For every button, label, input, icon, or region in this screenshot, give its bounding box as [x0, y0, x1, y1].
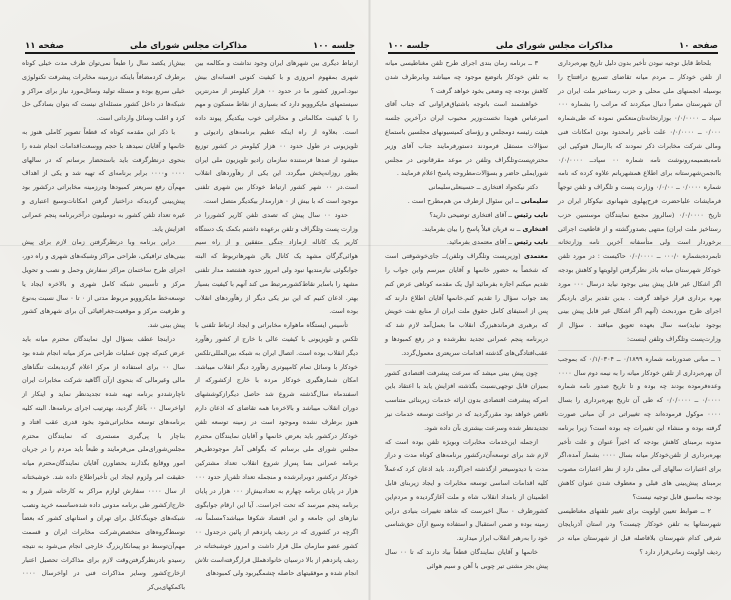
speaker-text: ــ آقای معتمدی بفرمائید.: [446, 238, 513, 247]
page-header: [388, 37, 718, 51]
speaker-name: سلیمانی: [520, 196, 548, 205]
running-title: مذاکرات مجلس شورای ملی: [495, 41, 614, 51]
paragraph: با ذکر این مقدمه کوتاه که قطعاً تصویر کاملی هنوز به خانمها و آقایان نمیدهد با حجم ووسعت‌اقدامات انجام شده را بنحوی درنظرگرفت باید باستحضار برسانم که در سالهای ۰۰۰۰ و۰۰۰۰ برابر برنامه‌ای که تهیه شد و یکی از اهداف مهم‌آن رفع سریعتر کمبودها ودرزمینه مخابراتی درکشور بود پیش‌بینی گردیدکه دراختیار گرفتن امکانات‌وسیع اعتباری و غیره تعداد تلفن کشور به دومیلیون درآخربرنامه پنجم عمرانی افزایش یابد.: [22, 127, 185, 233]
column-left: [385, 57, 548, 573]
column-left: [22, 57, 185, 595]
speaker-name: معتمدی: [523, 252, 548, 261]
paragraph: خواهشمند است باتوجه باشتیاق‌فراوانی که جناب آقای امیرعباس هویدا نخست‌وزیر محبوب ایران درآخرین جلسه هیئت رئیسه دومجلس و رؤسای کمیسیونهای مجلسین باستماع سؤالات مستقل فرمودند دستورفرمایند جناب آقای وزیر محترم‌پست‌وتلگراف وتلفن در موعد مقرقانونی در مجلس شورایملی حاضر و بسؤالات‌مطروحه پاسخ اعلام فرمایند .: [385, 100, 548, 178]
speaker-line: [385, 209, 548, 223]
speaker-line: [385, 236, 548, 250]
speaker-text: ــ این سئوال ازطرف من هم‌مطرح است .: [407, 196, 519, 205]
page-number-label: صفحه ۱۱: [25, 41, 64, 51]
paragraph: دراینجا عطف بسؤال اول نمایندگان محترم میانه باید عرض کنم‌که چون عملیات طراحی مرکز میانه انجام شده بود سال ۰۰ برای استفاده از مرکز اعلام گردید‌بعلت تنگناهای مالی وغیرمالی که بنحوی ازآن آگاهید شرکت مخابرات ایران ناچارشد‌دو برنامه تهیه شده تجدیدنظر نماید و اینکار از اواخرسال ۰۰ بآغاز گردید، بهترتیب اجرای برنامه‌ها. البته کلیه برنامه‌های توسعه مخابراتی‌شود بخود قدری عقب افتاد و بناچار با پی‌گیری مستمری که نمایندگان محترم مجلس‌شورای‌ملی می‌فرمایند و طبعاً باید مردم را در جریان امور ووقایع بگذارند بحضاورن آقایان نمایندگان‌محترم میانه حقیقت امر ولزوم ایجاد این تأخیراطلاع داده شد. خوشبختانه از سال ۰۰۰۰ سفارش لوازم مراکز به کارخانه شیراز و به خارج‌ازکشور طی برنامه مدونی داده شده‌ساسمه خرید ونصب شبکه‌های جوینگ‌کابل برای تهران و استانهای کشور که بعضاً توسط‌گروه‌های متخصص‌شرکت مخابرات ایران و قسمت مهم‌آن‌توسط دو پیمانکاربزرگ خارجی انجام می‌شود به نتیجه رسیدو بادرنظرگرفتن‌وقت لازم برای مذاکرات تحصیل اعتبار ازخارج‌کشور وسایر مذاکرات فنی در اواخرسال ۰۰۰۰ باکمکهای‌بی‌کر: [22, 334, 186, 592]
running-title: مذاکرات مجلس شورای ملی: [129, 41, 248, 51]
speaker-line: [385, 195, 548, 209]
speaker-line: [385, 250, 548, 360]
paragraph: ارتباط دیگری بین شهرهای ایران وجود نداشت و مکالمه بین شهری بمفهوم امروزی و با کیفیت کنونی افسانه‌ای بیش نبود.امروز کشور ما در حدود ۰۰ هزار کیلومتر از مدرنترین سیستمهای مایکروویو دارد که بسیاری از نقاط مسکون و مهم را با کیفیت مکالماتی و مخابراتی خوب بیکدیگر پیوند داده است. بعلاوه از راه اینکه عظیم برنامه‌های رادیوئی و تلویزیونی در طول حدود ۰۰ هزار کیلومتر در کشور توزیع میشود از صدها فرستنده سازمان رادیو تلویزیون ملی ایران بطور روزانه‌پخش میگردد. این یکی از رهآوردهای انقلاب است.در ۰۰ شهر کشور ارتباط خودکار بین شهری تلفنی موجود است که با بیش از ۰ هزارمدار بیکدیگر متصل است.: [195, 59, 359, 205]
paragraph: ۳ ــ برنامه زمان بندی اجرای طرح تلفن مغناطیسی میانه به تلفن خودکار باتوضع موجود چه میباشد وبابرطرف شدن کاهش بودجه چه وضعی بخود خواهد گرفت ؟: [385, 59, 548, 95]
paragraph: خانمها و آقایان نمایندگان قطعاً بیاد دارند که تا ۰۰ سال پیش بجز مشتی تیر چوبی با آهن و سیم هوائی: [385, 547, 548, 570]
speaker-name: نایب رئیس: [514, 210, 548, 219]
column-right: [195, 57, 358, 595]
paragraph: ازجمله این‌خدمات مخابرات وبویژه تلفن بوده است که لازم شد برای توسعه‌آن‌درکشور برنامه‌های کوتاه مدت و دراز مدت با دیدوسیعتر ازگذشته اجراگردد. باید اذعان کرد که‌عملاً کلیه اقدامات اساسی توسعه مخابرات و ایجاد زیربنای قابل اطمینان از بامداد انقلاب شاه و ملت آغازگردیده و مردم‌این کشورظرف ۰ سال اخیرست که شاهد تغییرات بنیادی دراین زمینه بوده و ضمن استقبال و استفاده وسیع ازآن حق‌شناسی خود را به‌رهبر انقلاب ابراز میدارند.: [385, 437, 548, 543]
paragraph: دراین برنامه وبا درنظرگرفتن زمان لازم برای پیش بینی‌های ترافیکی، طراحی مراکز وشبکه‌های شهری و راه دور، اجرای طرح ساختمان مراکز سفارش وحمل و نصب و تحویل مرکز و تأسیس شبکه کامل شهری و بالاخره ایجاد یا توسعه‌خط مایکروویو مربوط مدتی از ۰ تا ۰ سال نسبت به‌نوع و ظرفیت مرکز و موقعیت‌جغرافیائی آن برای شهرهای کشور پیش بینی شد.: [22, 238, 185, 330]
paragraph: بلحاظ قابل توجیه نبودن تأخیر بدون دلیل تاریخ بهره‌برداری از تلفن خودکار ــ مردم میانه تقاضای تسریع درافتتاح را بوسیله انجمنهای ملی محلی و حزب رستاخیز ملت ایران در آن شهرستان مصراً دنبال میکردند که مراتب را بشماره ۰۰۰ سپاد ــ ۰/۰/۰۰۰۰ بوزارتخانه‌تان‌منعکس نموده که طی‌شماره ۰/۰۰۰ ــ ۰/۰/۰۰۰۰ علت تأخیر رامحدود بودن امکانات فنی ومالی شرکت مخابرات ذکر نمودند که باارسال فتوکپی این نامه‌بضمیمه‌رونوشت نامه شماره ۰۰ سپاد‌ــ ۰/۰/۰۰۰۰ باانجمن‌شهرستانه برای اطلاع همشهریانم علاوه کرده که نامه شماره ۰/۰۰۰۰ ــ ۰/۰/۰۰ وزارت پست و تلگراف و تلفن توجهاً فرمایشات علیاحضرت فرح‌پهلوی شهبانوی نیکوکار ایران در تاریخ ۰/۰/۰۰۰۰ (سالروز مجمع نمایندگان موسسین حزب رستاخیز ملت ایران) منتهی بصدورگشته و از قاطعیت اجرائی برخوردار است ولی متأسفانه آخرین نامه وزارتخانه تابمرده‌بشماره ۰۰۰/۰ ــ ۰/۰/۰۰۰۰ حاکیست : در مورد تلفن خودکار شهرستان میانه باذر نظرگرفتن اولویتها و کاهش بودجه اگر اشکال غیر قابل پیش بینی بوجود نیاید درسال ۰۰۰ مورد بهره برداری قرار خواهد گرفت . بدین تقدیر برای باردیگر اجرای طرح موردبحث (آنهم اگر اشکال غیر قابل پیش بینی بوجود نیاید)سه سال بعهده تعویق میافتد . سؤال از وزارت‌پست وتلگراف وتلفن اینست:: [558, 59, 721, 343]
page-number-label: صفحه ۱۰: [679, 41, 718, 51]
paragraph: بیش‌از یکصد سال را طبعاً نمی‌توان ظرف مدت خیلی کوتاه برطرف کردمضافاً باینکه درزمینه مخابرات پیشرفت تکنولوژی خیلی سریع بوده و مسئله تولید وسائل‌مورد نیاز برای مراکز و شبکه‌ها در داخل کشور مسئله‌ای نیست که بتوان بسادگی حل کرد و اغلب وسائل وارداتی است.: [22, 59, 185, 123]
column-right: [558, 57, 721, 573]
paragraph: ۱ ــ مبانی صدورنامه شماره ۰/۱۸۹۹ ــ ۰/۱/۰۳۰۴ که بموجب آن بهره‌برداری از تلفن خودکار میانه را به نیمه دوم سال ۰۰۰۰ وعده‌فرموده بودند چه بوده و تا تاریخ صدور نامه شماره ۰/۰۰۰۰ ــ ۰/۰/۰۰۰۰ که طی آن تاریخ بهره‌برداری را بسال ۰۰۰۰ موکول فرموده‌اند چه تغییراتی در آن مبانی صورت گرفته بوده و منشاء این تغییرات چه بوده است؟ زیرا برنامه مدونه برمبنای کاهش بودجه که اخیراً عنوان و علت تأخیر بهره‌برداری از تلفن‌خودکار میانه بسال ۰۰۰۰ بشمار آمده،اگر برای اعتبارات سالهای آتی معلی دارد از نظر اعتبارات مصوب برمبنای پیش‌بینی های قبلی و معطوف شدن عنوان کاهش بودجه بماسبق قابل توجیه نیست؟: [558, 350, 721, 505]
paragraph: ۲ ــ ضوابط تعیین اولویت برای تغییر تلفنهای مغناطیسی شهرستانها به تلفن خودکار چیست؟ ودر استان آذربایجان شرقی کدام شهرستان بلافاصله قبل از شهرستان میانه در ردیف اولویت زمانی‌قرار دارد ؟: [558, 506, 721, 556]
speaker-text: (وزیرپست وتلگراف وتلفن)ــ جای‌خوشوقتی است که شخصاً به حضور خانمها و آقایان میرسم واین جواب را تقدیم میکنم اجازه بفرمائید اول یک مقدمه کوتاهی عرض کنم بعد جواب سؤال را تقدیم کنم.خانمها آقایان اطلاع دارند که پس از استیفای کامل حقوق ملت ایران از منابع نفت خویش که برهبری فرماندهبزرگ انقلاب ما بعمل‌آمد لازم شد که دربرنامه پنجم عمرانی تجدید نظرشده و در رفع کمبودها و عقب‌افتادگی‌های گذشته اقدامات سریعتری معمول‌گردد.: [385, 252, 548, 357]
paragraph: چون پیش بینی میشد که سرعت پیشرفت اقتصادی کشور بمیزان قابل توجهی‌نسبت بگذشته افزایش یابد با اعتقاد باین امرکه پیشرفت اقتصادی بدون ارائه خدمات زیربنائی متناسب ناقص خواهد بود مقررگردید که در تواخت توسعه خدمات نیز تجدیدنظر شده وسرعت بیشتری بآن داده شود.: [385, 364, 548, 436]
speaker-text: ــ نه قربان قبلاً پاسخ را بیان بفرمایند.: [422, 224, 521, 233]
text-columns: [385, 57, 721, 573]
speaker-name: نایب رئیس: [514, 238, 548, 247]
session-number: جلسه ۱۰۰: [313, 41, 355, 51]
paragraph: حدود ۰۰ سال پیش که تصدی تلفن کاریر کشوررا در وزارت پست وتلگراف و تلفن برعهده داشتم بکمک یک دستگاه کاریر یک کاناله ازمازاد جنگی متفقین و از راه سیم هوائی‌گرگان مشهد یک کانال بالن شهرهاتربوط که البته جوابگوئی نیازمندیها نبود ولی امروز حدود هشتصد مدار تلفنی مشهد را باسایر نقاط‌کشورمرتبط می کند آنهم با کیفیت بسیار بهتر. اذعان کنیم که این نیز یکی دیگر از رهآوردهای انقلاب بوده است.: [195, 210, 358, 316]
header-rule: [388, 52, 718, 54]
right-page: [371, 0, 731, 600]
page-header: [25, 37, 355, 51]
left-page: [0, 0, 365, 600]
text-columns: [22, 57, 358, 595]
paragraph: تأسیس ایستگاه ماهواره مخابراتی و ایجاد ارتباط تلفنی با تلکس و تلویزیونی با کیفیت عالی با خارج از کشور رهآورد دیگر انقلاب بوده است. اتصال ایران به شبکه بین‌المللی‌تلکس خودکار با وسائل تمام کامپیوتری رهآورد دیگر انقلاب میباشد. امکان شمارهگیری خودکار مرده با خارج ازکشورکه از اسفندماه سال‌گذشته شروع شد حاصل دیگرازکوششهای دوران انقلاب میباشد و بالاخره‌با همه تقاضای که اذعان دارم هنوز برطرف نشده وموجود است در زمینه توسعه تلفن خودکار درکشور باید بعرض خانمها و آقایان نمایندگان محترم مجلس شورای ملی برسانم که بگواهی آمار موجودطی‌هر برنامه عمرانی بسا پس‌از شروع انقلاب تعداد مشترکین خودکار درکشور دوبرابرشده و منجمله تعداد تلفن‌از حدود ۰۰۰ هزار در پایان برنامه چهارم به تعدادبیش‌از ۰۰۰ هزار در پایان برنامه پنجم میرسد که تحت اجراست. آیا این ارقام جوابگوی نیازهای این جامعه و این اقتصاد شکوفا میباشد؟مسلماً نه، اگرچه در کشوری که در ردیف پانزدهم از پائین درجدول ۰۰ کشور عضو سازمان ملل قرار داشت و امروز خوشبختانه در ردیف پانزدهم از بالا درسیان خانوادهملل قرارگرفته‌است تلاش انجام شده و موفقیتهای حاصله چشمگیربود ولی کمبودهای: [195, 321, 358, 578]
speaker-name: افتخاری: [522, 224, 548, 233]
speaker-line: [385, 223, 548, 237]
speaker-text: ــ آقای افتخاری توضیحی دارید؟: [429, 210, 513, 219]
signatories: دکتر نیکجواد افتخاری ــ حسینعلی‌سلیمانی: [428, 183, 538, 192]
session-number: جلسه ۱۰۰: [388, 41, 430, 51]
header-rule: [25, 52, 355, 54]
